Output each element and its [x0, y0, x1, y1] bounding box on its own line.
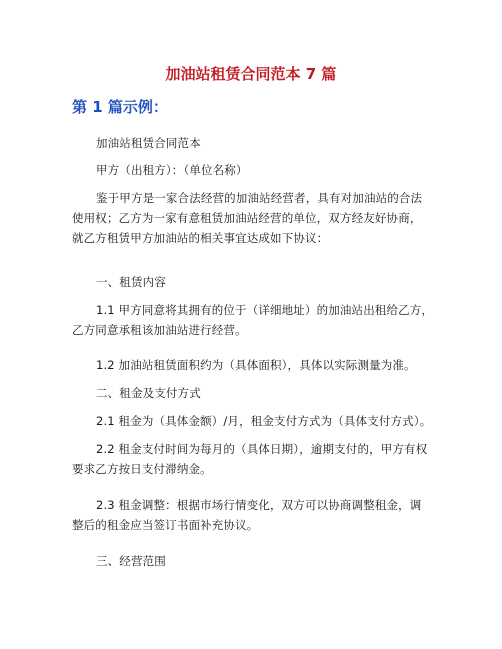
- paragraph-line: 1.1 甲方同意将其拥有的位于（详细地址）的加油站出租给乙方，: [96, 303, 434, 317]
- paragraph-line: 一、租赁内容: [96, 275, 166, 289]
- paragraph-line: 整后的租金应当签订书面补充协议。: [72, 518, 259, 532]
- clause-heading-2: [72, 383, 434, 403]
- paragraph-line: 2.3 租金调整：根据市场行情变化，双方可以协商调整租金，调: [96, 498, 422, 512]
- clause-2-1: [72, 411, 434, 431]
- clause-heading-3: [72, 551, 434, 571]
- paragraph-line: 加油站租赁合同范本: [96, 136, 201, 150]
- paragraph-line: 二、租金及支付方式: [96, 386, 201, 400]
- paragraph-line: 使用权；乙方为一家有意租赁加油站经营的单位，双方经友好协商，: [72, 211, 422, 225]
- clause-heading-1: [72, 272, 434, 292]
- paragraph-party-a: [72, 160, 434, 180]
- document-title: 加油站租赁合同范本 7 篇: [165, 65, 337, 83]
- paragraph-preamble: [72, 188, 434, 248]
- clause-1-2: [72, 355, 434, 375]
- paragraph-line: 2.2 租金支付时间为每月的（具体日期），逾期支付的，甲方有权: [96, 442, 428, 456]
- paragraph-line: 2.1 租金为（具体金额）/月，租金支付方式为（具体支付方式）。: [96, 414, 432, 428]
- clause-1-1: [72, 300, 434, 340]
- paragraph-line: 就乙方租赁甲方加油站的相关事宜达成如下协议：: [72, 231, 329, 245]
- paragraph-line: 乙方同意承租该加油站进行经营。: [72, 323, 247, 337]
- paragraph-line: 鉴于甲方是一家合法经营的加油站经营者，具有对加油站的合法: [96, 191, 423, 205]
- paragraph-line: 甲方（出租方）：（单位名称）: [96, 163, 248, 177]
- clause-2-2: [72, 439, 434, 479]
- paragraph-line: 1.2 加油站租赁面积约为（具体面积），具体以实际测量为准。: [96, 358, 416, 372]
- section-heading: 第 1 篇示例：: [72, 98, 168, 116]
- clause-2-3: [72, 495, 434, 535]
- paragraph-line: 三、经营范围: [96, 554, 166, 568]
- paragraph-line: 要求乙方按日支付滞纳金。: [72, 462, 212, 476]
- paragraph-contract-name: [72, 133, 434, 153]
